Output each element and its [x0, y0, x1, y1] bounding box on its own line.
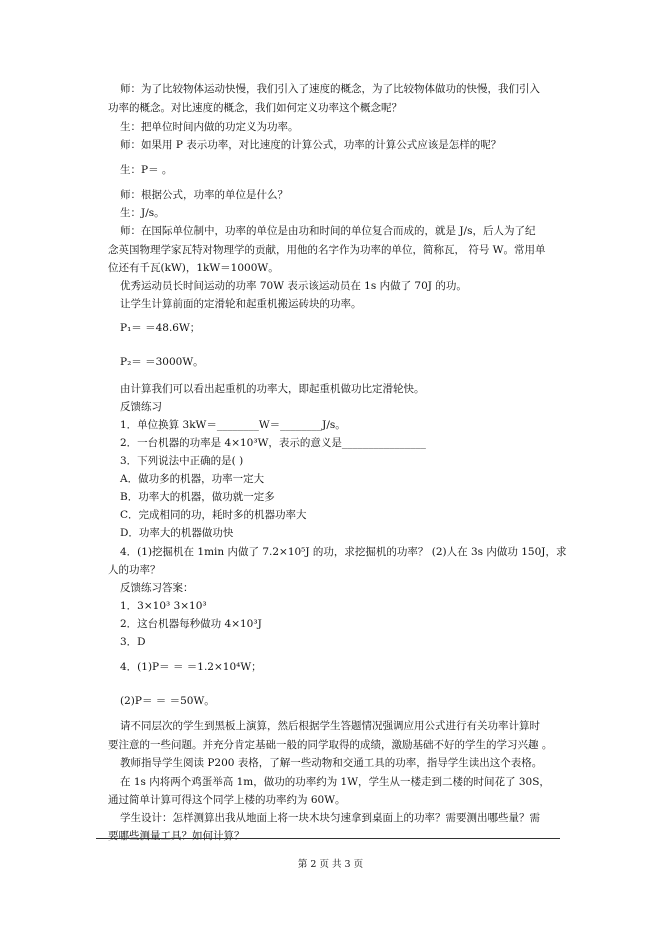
- text-line: 优秀运动员长时间运动的功率 70W 表示该运动员在 1s 内做了 70J 的功。: [120, 280, 467, 292]
- text-line: 生：P＝ 。: [120, 164, 173, 176]
- answer-line: 3．D: [120, 636, 146, 648]
- option-line: D．功率大的机器做功快: [120, 527, 234, 539]
- formula-line: P₁＝ ＝48.6W；: [120, 322, 201, 334]
- question-line: 1．单位换算 3kW＝________W＝________J/s。: [120, 419, 346, 431]
- text-line: 要注意的一些问题。并充分肯定基础一般的同学取得的成绩，激励基础不好的学生的学习兴趣 。: [108, 739, 553, 751]
- answer-formula-line: (2)P＝ ＝ ＝50W。: [120, 695, 215, 707]
- text-line: 功率的概念。对比速度的概念，我们如何定义功率这个概念呢？: [108, 102, 402, 114]
- option-line: A．做功多的机器，功率一定大: [120, 473, 265, 485]
- text-line: 师：如果用 P 表示功率，对比速度的计算公式，功率的计算公式应该是怎样的呢？: [120, 139, 502, 151]
- text-line: 请不同层次的学生到黑板上演算，然后根据学生答题情况强调应用公式进行有关功率计算时: [120, 720, 540, 732]
- answer-formula-line: 4．(1)P＝ ＝ ＝1.2×10⁴W；: [120, 661, 262, 673]
- text-line: 让学生计算前面的定滑轮和起重机搬运砖块的功率。: [120, 298, 362, 310]
- option-line: C．完成相同的功，耗时多的机器功率大: [120, 509, 307, 521]
- text-line: 师：在国际单位制中，功率的单位是由功和时间的单位复合而成的，就是 J/s，后人为了纪: [120, 225, 536, 237]
- text-line: 要哪些测量工具？如何计算？: [108, 830, 245, 842]
- text-line: 生：把单位时间内做的功定义为功率。: [120, 121, 299, 133]
- answer-line: 1．3×10³ 3×10³: [120, 600, 207, 612]
- page-number: 第 2 页 共 3 页: [297, 859, 364, 870]
- question-line: 人的功率？: [108, 564, 161, 576]
- text-line: 学生设计：怎样测算出我从地面上将一块木块匀速拿到桌面上的功率？需要测出哪些量？需: [120, 812, 540, 824]
- text-line: 生：J/s。: [120, 207, 165, 219]
- text-line: 念英国物理学家瓦特对物理学的贡献，用他的名字作为功率的单位，简称瓦， 符号 W。常用单: [108, 244, 546, 256]
- section-heading: 反馈练习答案：: [120, 582, 194, 594]
- section-heading: 反馈练习: [120, 401, 162, 413]
- text-line: 由计算我们可以看出起重机的功率大，即起重机做功比定滑轮快。: [120, 383, 425, 395]
- text-line: 通过简单计算可得这个同学上楼的功率约为 60W。: [108, 794, 346, 806]
- text-line: 师：根据公式，功率的单位是什么？: [120, 189, 288, 201]
- text-line: 在 1s 内将两个鸡蛋举高 1m，做功的功率约为 1W，学生从一楼走到二楼的时间花了 30S，: [120, 776, 550, 788]
- formula-line: P₂＝ ＝3000W。: [120, 356, 204, 368]
- text-line: 教师指导学生阅读 P200 表格，了解一些动物和交通工具的功率，指导学生读出这个表格。: [120, 757, 543, 769]
- question-line: 3．下列说法中正确的是( ): [120, 455, 244, 467]
- text-line: 师：为了比较物体运动快慢，我们引入了速度的概念，为了比较物体做功的快慢，我们引入: [120, 83, 540, 95]
- answer-line: 2．这台机器每秒做功 4×10³J: [120, 618, 262, 630]
- question-line: 4．(1)挖掘机在 1min 内做了 7.2×10⁵J 的功，求挖掘机的功率？ (2)人在 3s 内做功 150J，求: [120, 546, 567, 558]
- text-line: 位还有千瓦(kW)，1kW＝1000W。: [108, 262, 279, 274]
- footer-divider: [96, 838, 560, 839]
- question-line: 2．一台机器的功率是 4×10³W，表示的意义是________________: [120, 437, 426, 449]
- option-line: B．功率大的机器，做功就一定多: [120, 491, 275, 503]
